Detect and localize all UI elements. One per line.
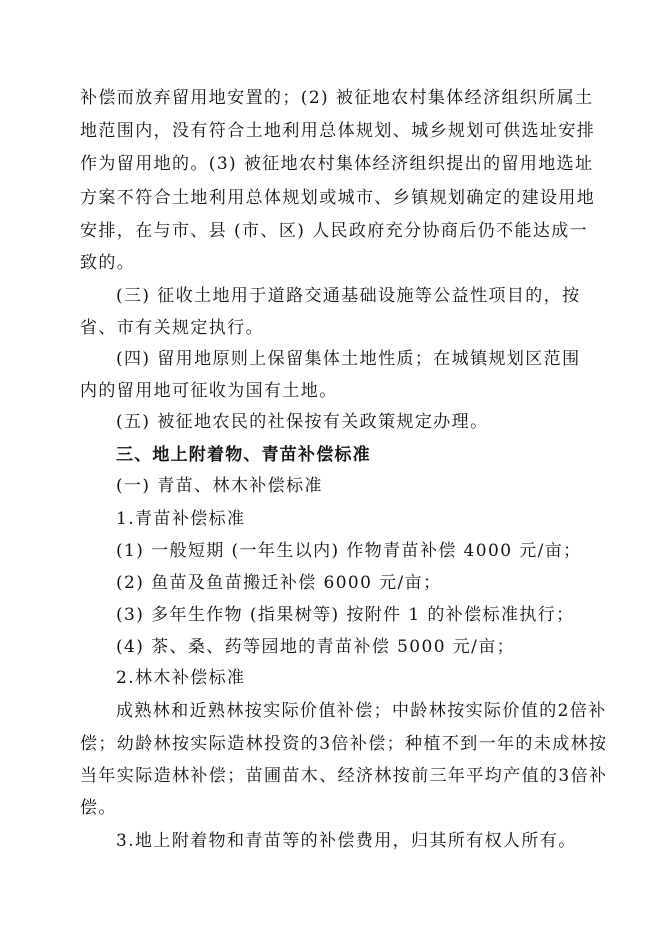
subsection-heading: (一) 青苗、林木补偿标准 <box>116 476 323 496</box>
text-line: 地范围内，没有符合土地利用总体规划、城乡规划可供选址安排 <box>80 121 596 141</box>
text-line: 偿。 <box>80 798 117 818</box>
text-line: 当年实际造林补偿；苗圃苗木、经济林按前三年平均产值的3倍补 <box>80 766 608 786</box>
text-line: 偿；幼龄林按实际造林投资的3倍补偿；种植不到一年的未成林按 <box>80 734 608 754</box>
text-line: (三) 征收土地用于道路交通基础设施等公益性项目的，按 <box>116 286 581 306</box>
text-line: 成熟林和近熟林按实际价值补偿；中龄林按实际价值的2倍补 <box>116 701 607 721</box>
item-heading: 1.青苗补偿标准 <box>116 509 246 529</box>
text-line: 补偿而放弃留用地安置的；(2) 被征地农村集体经济组织所属土 <box>80 88 594 108</box>
text-line: (四) 留用地原则上保留集体土地性质；在城镇规划区范围 <box>116 349 581 369</box>
section-heading: 三、地上附着物、青苗补偿标准 <box>116 445 371 465</box>
text-line: 致的。 <box>80 253 136 273</box>
text-line: 作为留用地的。(3) 被征地农村集体经济组织提出的留用地选址 <box>80 154 594 174</box>
list-item: (3) 多年生作物 (指果树等) 按附件 1 的补偿标准执行； <box>116 605 575 625</box>
list-item: (4) 茶、桑、药等园地的青苗补偿 5000 元/亩； <box>116 637 516 657</box>
item-heading: 2.林木补偿标准 <box>116 668 246 688</box>
text-line: 3.地上附着物和青苗等的补偿费用，归其所有权人所有。 <box>116 831 577 851</box>
text-line: 安排，在与市、县 (市、区) 人民政府充分协商后仍不能达成一 <box>80 221 589 241</box>
text-line: 方案不符合土地利用总体规划或城市、乡镇规划确定的建设用地 <box>80 188 596 208</box>
text-line: (五) 被征地农民的社保按有关政策规定办理。 <box>116 412 489 432</box>
text-line: 省、市有关规定执行。 <box>80 318 264 338</box>
list-item: (1) 一般短期 (一年生以内) 作物青苗补偿 4000 元/亩； <box>116 541 582 561</box>
text-line: 内的留用地可征收为国有土地。 <box>80 381 338 401</box>
list-item: (2) 鱼苗及鱼苗搬迁补偿 6000 元/亩； <box>116 573 442 593</box>
